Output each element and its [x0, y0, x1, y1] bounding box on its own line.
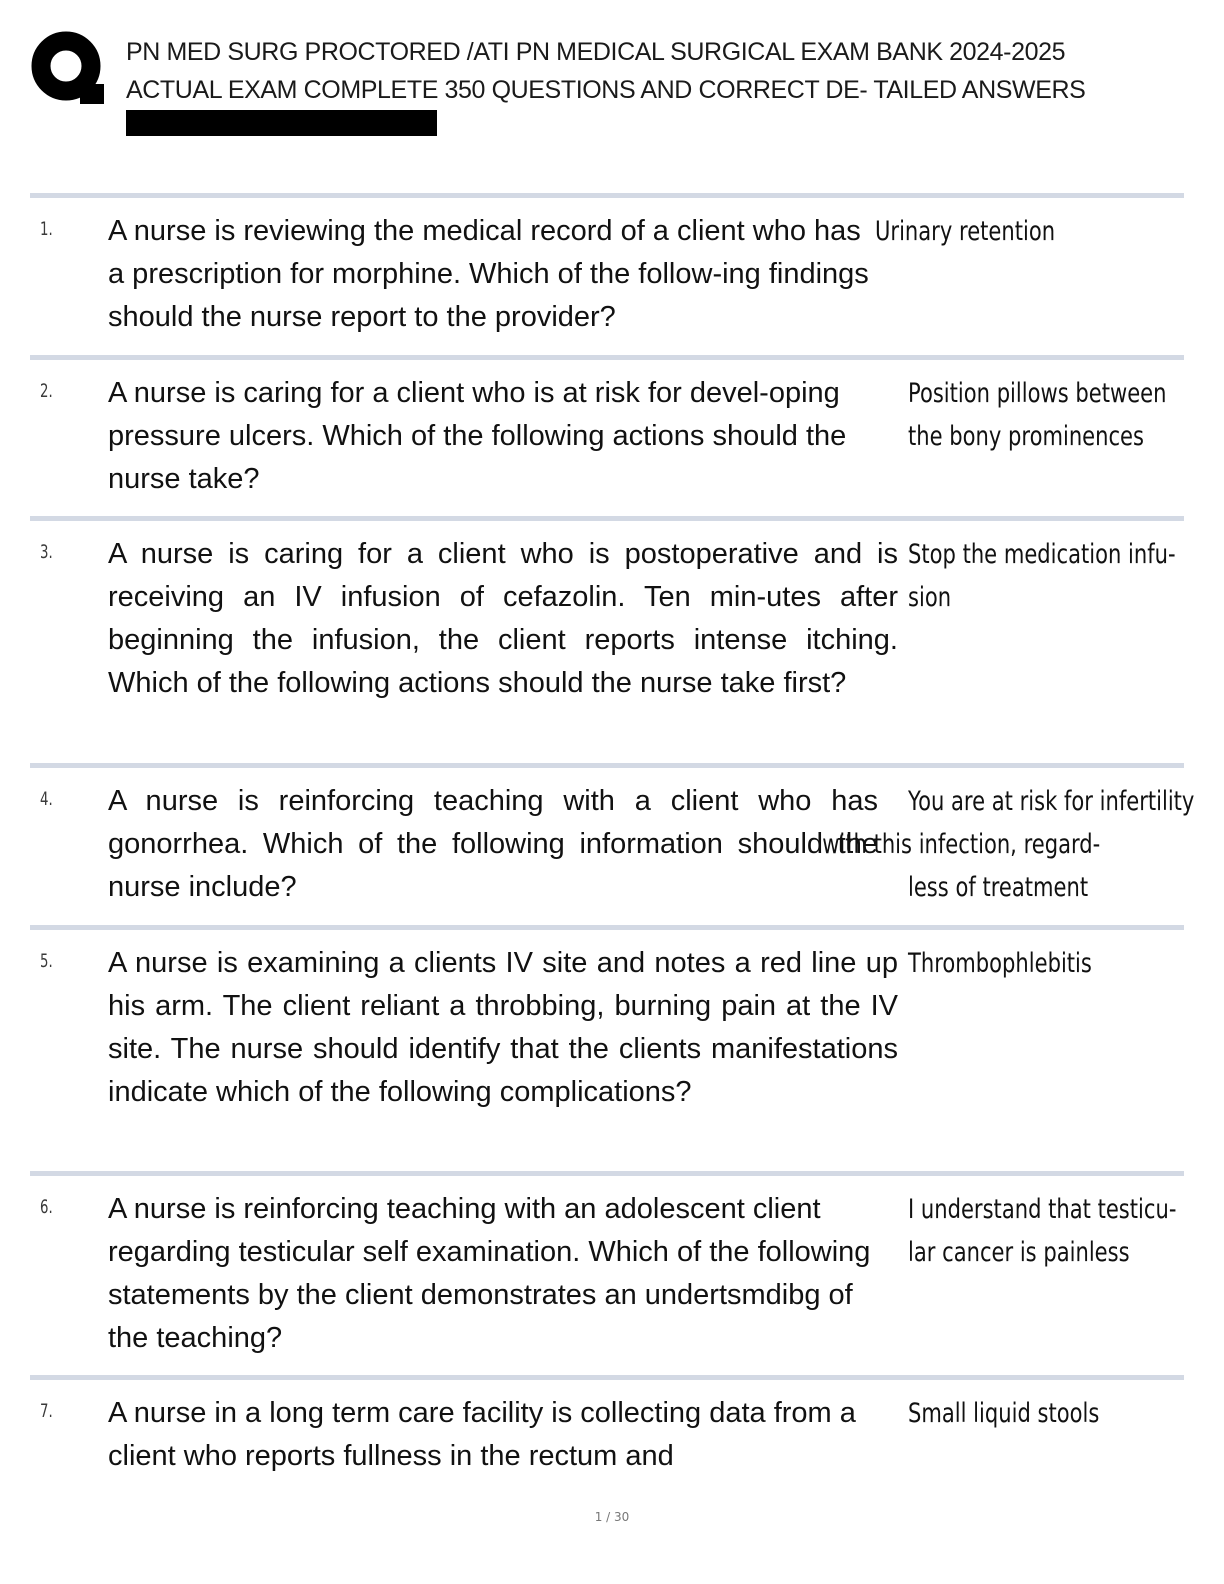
answer-line: the bony prominences [908, 421, 1144, 452]
qa-row [30, 516, 1184, 763]
title-line-1: PN MED SURG PROCTORED /ATI PN MEDICAL SURGICAL EXAM BANK 2024-2025 [126, 38, 1066, 66]
question-number: 6. [40, 1196, 53, 1218]
answer-text [908, 942, 1134, 985]
question-number: 5. [40, 950, 53, 972]
answer-text [822, 780, 1195, 909]
answer-line: Small liquid stools [908, 1398, 1100, 1429]
qa-row [30, 355, 1184, 516]
answer-line: Stop the medication infu- [908, 539, 1176, 570]
answer-line: I understand that testicu- [908, 1194, 1177, 1225]
answer-line: lar cancer is painless [908, 1237, 1130, 1268]
question-number: 4. [40, 788, 53, 810]
answer-text [908, 1392, 1134, 1435]
answer-line: Thrombophlebitis [908, 948, 1092, 979]
qa-row [30, 1171, 1184, 1375]
q-logo-icon [30, 30, 106, 106]
answer-line: Position pillows between [908, 378, 1167, 409]
answer-text [908, 1188, 1177, 1274]
question-number: 7. [40, 1400, 53, 1422]
answer-line: You are at risk for infertility [908, 786, 1195, 817]
qa-row [30, 763, 1195, 925]
question-text: A nurse is examining a clients IV site and notes a red line up his arm. The client reliant a throbbing, burning pain at the IV site. The nurse should identify that the clients manifestations indicate which of the following complications? [108, 947, 898, 1108]
question-text: A nurse is reinforcing teaching with an adolescent client regarding testicular self examination. Which of the following statements by the client demonstrates an undertsmdibg of the teaching? [108, 1193, 871, 1354]
question-text: A nurse is caring for a client who is postoperative and is receiving an IV infusion of cefazolin. Ten min-utes after beginning the infusion, the client reports intense itching. Which of the following actions should the nurse take first? [108, 538, 898, 699]
answer-text [908, 372, 1167, 458]
title-line-2: ACTUAL EXAM COMPLETE 350 QUESTIONS AND CORRECT DE- TAILED ANSWERS [126, 76, 1086, 104]
question-number: 2. [40, 380, 53, 402]
answer-line: less of treatment [908, 872, 1089, 903]
question-text: A nurse is reviewing the medical record of a client who has a prescription for morphine. Which of the follow-ing findings should the nurse report to the provider? [108, 215, 869, 333]
answer-line: with this infection, regard- [822, 829, 1101, 860]
answer-line: Urinary retention [875, 216, 1056, 247]
answer-line: sion [908, 582, 952, 613]
question-text: A nurse in a long term care facility is collecting data from a client who reports fullness in the rectum and [108, 1397, 856, 1472]
answer-text [908, 533, 1176, 619]
qa-row [30, 925, 1184, 1171]
question-number: 1. [40, 218, 53, 240]
qa-row [30, 193, 1184, 355]
page-number: 1 / 30 [594, 1510, 630, 1524]
answer-text [875, 210, 1101, 253]
question-number: 3. [40, 541, 53, 563]
qa-row [30, 1375, 1184, 1495]
document-title [126, 33, 1196, 109]
question-text: A nurse is caring for a client who is at risk for devel-oping pressure ulcers. Which of the following actions should the nurse take? [108, 377, 847, 495]
redaction-bar [126, 110, 437, 136]
qa-table [30, 193, 1195, 1495]
question-text: A nurse is reinforcing teaching with a client who has gonorrhea. Which of the following information should the nurse include? [108, 785, 878, 903]
